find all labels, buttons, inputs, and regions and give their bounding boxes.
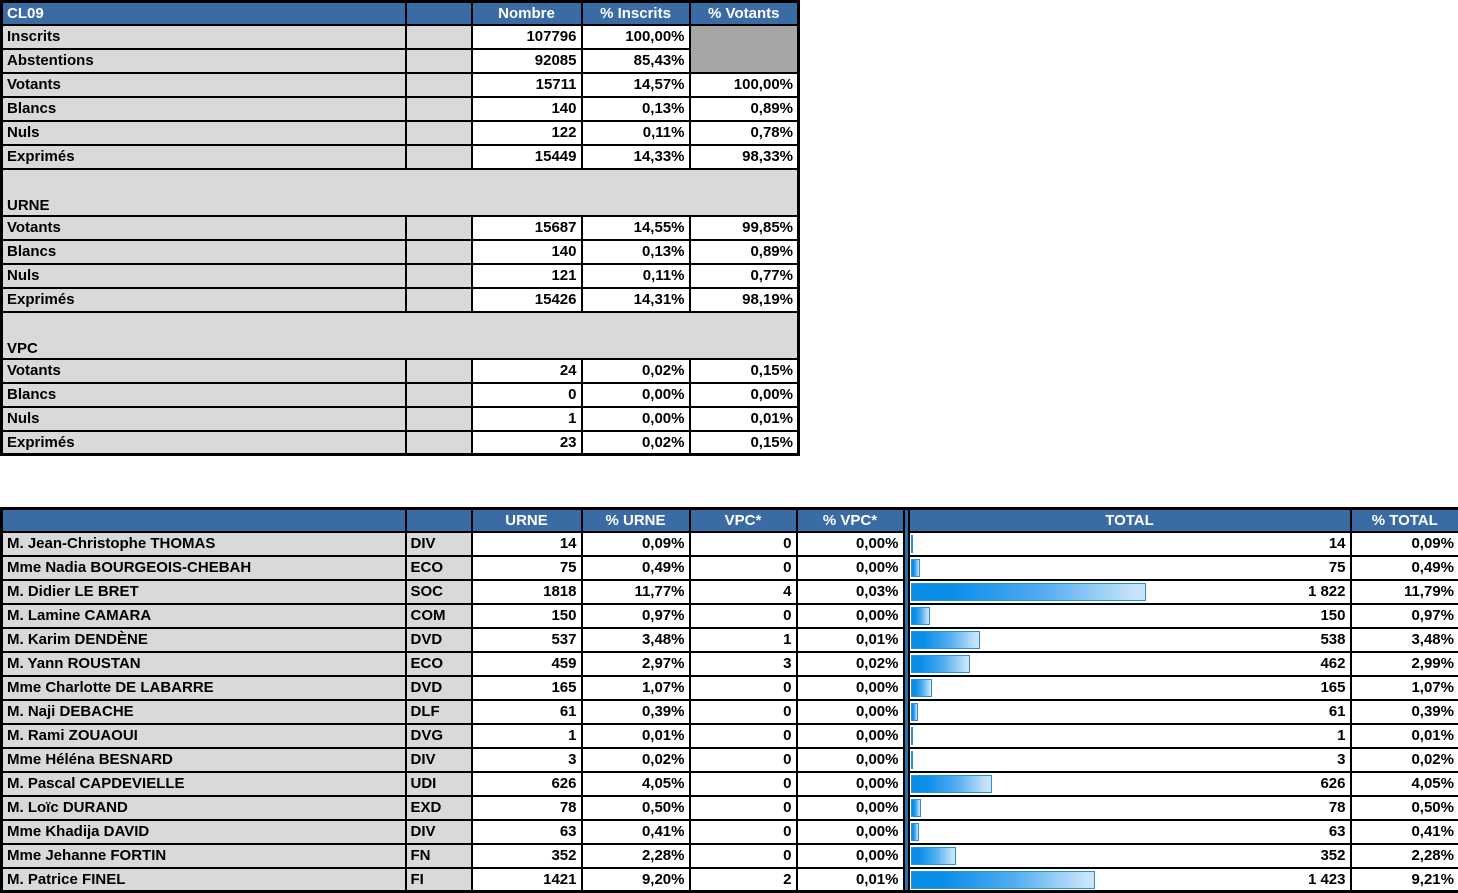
row-label-cell[interactable]: Nuls (2, 121, 406, 145)
pct-total-cell[interactable]: 4,05% (1351, 772, 1458, 796)
pct-inscrits-cell[interactable]: 100,00% (582, 25, 690, 49)
total-data-bar (911, 823, 919, 841)
pct-inscrits-cell[interactable]: 85,43% (582, 49, 690, 73)
summary-table-body (2, 2, 799, 455)
pct-total-cell[interactable]: 3,48% (1351, 628, 1458, 652)
total-cell[interactable] (909, 628, 1351, 652)
vpc-cell[interactable]: 0 (690, 820, 797, 844)
pct-vpc-cell[interactable]: 0,00% (797, 532, 904, 556)
pct-votants-cell[interactable]: 100,00% (690, 73, 799, 97)
candidate-party-cell[interactable]: DVD (406, 628, 472, 652)
pct-urne-cell[interactable]: 0,41% (582, 820, 690, 844)
pct-urne-cell[interactable]: 0,09% (582, 532, 690, 556)
candidate-party-cell[interactable]: EXD (406, 796, 472, 820)
summary-title-cell[interactable]: CL09 (2, 2, 406, 25)
summary-row (2, 216, 799, 240)
pct-votants-cell[interactable]: 0,77% (690, 264, 799, 288)
pct-total-cell[interactable]: 9,21% (1351, 868, 1458, 892)
pct-total-cell[interactable]: 2,28% (1351, 844, 1458, 868)
urne-cell[interactable]: 459 (472, 652, 582, 676)
pct-urne-cell[interactable]: 1,07% (582, 676, 690, 700)
pct-urne-cell[interactable]: 3,48% (582, 628, 690, 652)
total-data-bar (911, 751, 913, 769)
row-label-cell[interactable]: Blancs (2, 383, 406, 407)
pct-votants-cell[interactable]: 0,00% (690, 383, 799, 407)
urne-cell[interactable]: 626 (472, 772, 582, 796)
summary-row (2, 49, 799, 73)
total-cell[interactable] (909, 820, 1351, 844)
urne-cell[interactable]: 1 (472, 724, 582, 748)
total-value: 165 (1320, 679, 1345, 696)
pct-vpc-cell[interactable]: 0,00% (797, 676, 904, 700)
candidate-row (2, 844, 1458, 868)
total-cell[interactable] (909, 604, 1351, 628)
summary-row (2, 383, 799, 407)
total-data-bar (911, 727, 913, 745)
total-data-bar (911, 703, 919, 721)
candidates-header-vpc[interactable]: VPC* (690, 509, 797, 532)
blocked-cell (690, 25, 799, 73)
nombre-cell[interactable]: 15449 (472, 145, 582, 169)
candidate-name-cell[interactable]: M. Patrice FINEL (2, 868, 406, 892)
total-cell[interactable] (909, 868, 1351, 892)
nombre-cell[interactable]: 15711 (472, 73, 582, 97)
pct-votants-cell[interactable]: 98,33% (690, 145, 799, 169)
candidate-row (2, 820, 1458, 844)
candidate-name-cell[interactable]: M. Jean-Christophe THOMAS (2, 532, 406, 556)
urne-cell[interactable]: 150 (472, 604, 582, 628)
total-value: 150 (1320, 607, 1345, 624)
pct-vpc-cell[interactable]: 0,00% (797, 556, 904, 580)
summary-row (2, 264, 799, 288)
pct-inscrits-cell[interactable]: 14,31% (582, 288, 690, 312)
row-label-cell[interactable]: Votants (2, 73, 406, 97)
row-label-cell[interactable]: Inscrits (2, 25, 406, 49)
candidate-party-cell[interactable]: DVG (406, 724, 472, 748)
nombre-cell[interactable]: 15687 (472, 216, 582, 240)
candidates-table (0, 507, 1458, 893)
row-spacer-cell[interactable] (406, 383, 472, 407)
total-data-bar (911, 799, 921, 817)
summary-row (2, 288, 799, 312)
candidate-row (2, 796, 1458, 820)
summary-row (2, 431, 799, 455)
row-label-cell[interactable]: Nuls (2, 407, 406, 431)
candidate-name-cell[interactable]: M. Yann ROUSTAN (2, 652, 406, 676)
row-label-cell[interactable]: Blancs (2, 240, 406, 264)
urne-cell[interactable]: 352 (472, 844, 582, 868)
candidate-name-cell[interactable]: Mme Héléna BESNARD (2, 748, 406, 772)
vpc-cell[interactable]: 0 (690, 676, 797, 700)
total-cell[interactable] (909, 556, 1351, 580)
candidate-row (2, 676, 1458, 700)
pct-inscrits-cell[interactable]: 14,55% (582, 216, 690, 240)
pct-vpc-cell[interactable]: 0,00% (797, 700, 904, 724)
vpc-cell[interactable]: 0 (690, 700, 797, 724)
total-value: 63 (1329, 823, 1346, 840)
vpc-cell[interactable]: 0 (690, 796, 797, 820)
pct-total-cell[interactable]: 0,01% (1351, 724, 1458, 748)
nombre-cell[interactable]: 1 (472, 407, 582, 431)
pct-votants-cell[interactable]: 0,89% (690, 240, 799, 264)
total-value: 352 (1320, 847, 1345, 864)
candidate-name-cell[interactable]: Mme Khadija DAVID (2, 820, 406, 844)
total-cell[interactable] (909, 724, 1351, 748)
total-data-bar (911, 775, 992, 793)
summary-row (2, 73, 799, 97)
candidate-name-cell[interactable]: M. Pascal CAPDEVIELLE (2, 772, 406, 796)
summary-header-pct-inscrits[interactable]: % Inscrits (582, 2, 690, 25)
nombre-cell[interactable]: 107796 (472, 25, 582, 49)
pct-vpc-cell[interactable]: 0,03% (797, 580, 904, 604)
row-label-cell[interactable]: Abstentions (2, 49, 406, 73)
candidates-header-party[interactable] (406, 509, 472, 532)
vpc-cell[interactable]: 0 (690, 748, 797, 772)
candidate-party-cell[interactable]: ECO (406, 556, 472, 580)
total-value: 3 (1337, 751, 1345, 768)
candidate-party-cell[interactable]: COM (406, 604, 472, 628)
candidate-party-cell[interactable]: FI (406, 868, 472, 892)
pct-inscrits-cell[interactable]: 0,00% (582, 383, 690, 407)
pct-votants-cell[interactable]: 98,19% (690, 288, 799, 312)
total-value: 75 (1329, 559, 1346, 576)
candidate-row (2, 772, 1458, 796)
pct-total-cell[interactable]: 0,50% (1351, 796, 1458, 820)
pct-total-cell[interactable]: 0,09% (1351, 532, 1458, 556)
total-value: 626 (1320, 775, 1345, 792)
row-spacer-cell[interactable] (406, 97, 472, 121)
section-label-cell[interactable]: VPC (2, 312, 799, 359)
total-data-bar (911, 871, 1095, 889)
pct-inscrits-cell[interactable]: 0,00% (582, 407, 690, 431)
pct-inscrits-cell[interactable]: 14,33% (582, 145, 690, 169)
candidate-row (2, 532, 1458, 556)
pct-votants-cell[interactable]: 0,01% (690, 407, 799, 431)
total-value: 78 (1329, 799, 1346, 816)
pct-inscrits-cell[interactable]: 0,02% (582, 431, 690, 455)
candidate-party-cell[interactable]: ECO (406, 652, 472, 676)
row-spacer-cell[interactable] (406, 216, 472, 240)
candidate-party-cell[interactable]: DIV (406, 820, 472, 844)
pct-total-cell[interactable]: 2,99% (1351, 652, 1458, 676)
pct-inscrits-cell[interactable]: 0,13% (582, 97, 690, 121)
candidates-header-row (2, 509, 1458, 532)
row-spacer-cell[interactable] (406, 145, 472, 169)
candidate-name-cell[interactable]: M. Didier LE BRET (2, 580, 406, 604)
summary-row (2, 359, 799, 383)
pct-total-cell[interactable]: 0,41% (1351, 820, 1458, 844)
row-spacer-cell[interactable] (406, 264, 472, 288)
candidate-row (2, 652, 1458, 676)
pct-votants-cell[interactable]: 0,15% (690, 431, 799, 455)
row-spacer-cell[interactable] (406, 407, 472, 431)
row-label-cell[interactable]: Blancs (2, 97, 406, 121)
summary-row (2, 25, 799, 49)
pct-votants-cell[interactable]: 99,85% (690, 216, 799, 240)
candidates-header-pct-total[interactable]: % TOTAL (1351, 509, 1458, 532)
pct-vpc-cell[interactable]: 0,00% (797, 604, 904, 628)
total-cell[interactable] (909, 772, 1351, 796)
pct-total-cell[interactable]: 0,97% (1351, 604, 1458, 628)
candidate-name-cell[interactable]: M. Lamine CAMARA (2, 604, 406, 628)
pct-vpc-cell[interactable]: 0,00% (797, 772, 904, 796)
pct-inscrits-cell[interactable]: 0,02% (582, 359, 690, 383)
nombre-cell[interactable]: 0 (472, 383, 582, 407)
candidate-name-cell[interactable]: Mme Charlotte DE LABARRE (2, 676, 406, 700)
pct-urne-cell[interactable]: 0,01% (582, 724, 690, 748)
nombre-cell[interactable]: 140 (472, 97, 582, 121)
nombre-cell[interactable]: 122 (472, 121, 582, 145)
pct-vpc-cell[interactable]: 0,00% (797, 796, 904, 820)
pct-vpc-cell[interactable]: 0,00% (797, 748, 904, 772)
candidate-row (2, 748, 1458, 772)
pct-urne-cell[interactable]: 0,39% (582, 700, 690, 724)
pct-vpc-cell[interactable]: 0,00% (797, 844, 904, 868)
summary-header-spacer-cell[interactable] (406, 2, 472, 25)
pct-urne-cell[interactable]: 0,49% (582, 556, 690, 580)
pct-vpc-cell[interactable]: 0,01% (797, 868, 904, 892)
total-data-bar (911, 655, 971, 673)
candidate-name-cell[interactable]: Mme Nadia BOURGEOIS-CHEBAH (2, 556, 406, 580)
candidate-row (2, 580, 1458, 604)
pct-total-cell[interactable]: 0,39% (1351, 700, 1458, 724)
total-data-bar (911, 607, 930, 625)
candidates-header-pct-urne[interactable]: % URNE (582, 509, 690, 532)
total-data-bar (911, 631, 981, 649)
row-label-cell[interactable]: Exprimés (2, 431, 406, 455)
candidate-party-cell[interactable]: FN (406, 844, 472, 868)
candidates-header-urne[interactable]: URNE (472, 509, 582, 532)
row-label-cell[interactable]: Exprimés (2, 145, 406, 169)
total-cell[interactable] (909, 532, 1351, 556)
candidate-name-cell[interactable]: M. Karim DENDÈNE (2, 628, 406, 652)
urne-cell[interactable]: 78 (472, 796, 582, 820)
nombre-cell[interactable]: 15426 (472, 288, 582, 312)
pct-votants-cell[interactable]: 0,15% (690, 359, 799, 383)
candidate-party-cell[interactable]: DIV (406, 532, 472, 556)
candidate-party-cell[interactable]: DLF (406, 700, 472, 724)
vpc-cell[interactable]: 3 (690, 652, 797, 676)
vpc-cell[interactable]: 4 (690, 580, 797, 604)
pct-total-cell[interactable]: 0,49% (1351, 556, 1458, 580)
vpc-cell[interactable]: 0 (690, 772, 797, 796)
pct-inscrits-cell[interactable]: 14,57% (582, 73, 690, 97)
pct-urne-cell[interactable]: 0,97% (582, 604, 690, 628)
row-label-cell[interactable]: Exprimés (2, 288, 406, 312)
section-band-row (2, 312, 799, 359)
pct-inscrits-cell[interactable]: 0,11% (582, 121, 690, 145)
pct-urne-cell[interactable]: 2,28% (582, 844, 690, 868)
total-cell[interactable] (909, 652, 1351, 676)
candidates-header-name[interactable] (2, 509, 406, 532)
candidate-party-cell[interactable]: SOC (406, 580, 472, 604)
urne-cell[interactable]: 1421 (472, 868, 582, 892)
total-data-bar (911, 559, 921, 577)
summary-row (2, 407, 799, 431)
row-spacer-cell[interactable] (406, 25, 472, 49)
row-label-cell[interactable]: Nuls (2, 264, 406, 288)
summary-table (0, 0, 800, 456)
urne-cell[interactable]: 61 (472, 700, 582, 724)
vpc-cell[interactable]: 2 (690, 868, 797, 892)
pct-total-cell[interactable]: 11,79% (1351, 580, 1458, 604)
candidate-party-cell[interactable]: DIV (406, 748, 472, 772)
row-spacer-cell[interactable] (406, 288, 472, 312)
row-spacer-cell[interactable] (406, 121, 472, 145)
pct-urne-cell[interactable]: 4,05% (582, 772, 690, 796)
pct-vpc-cell[interactable]: 0,02% (797, 652, 904, 676)
total-cell[interactable] (909, 700, 1351, 724)
urne-cell[interactable]: 165 (472, 676, 582, 700)
total-data-bar (911, 679, 932, 697)
pct-total-cell[interactable]: 0,02% (1351, 748, 1458, 772)
total-value: 538 (1320, 631, 1345, 648)
candidates-header-pct-vpc[interactable]: % VPC* (797, 509, 904, 532)
total-data-bar (911, 535, 913, 553)
summary-row (2, 97, 799, 121)
total-data-bar (911, 583, 1147, 601)
total-cell[interactable] (909, 676, 1351, 700)
total-value: 14 (1329, 535, 1346, 552)
pct-urne-cell[interactable]: 0,02% (582, 748, 690, 772)
total-cell[interactable] (909, 844, 1351, 868)
pct-urne-cell[interactable]: 2,97% (582, 652, 690, 676)
pct-urne-cell[interactable]: 11,77% (582, 580, 690, 604)
row-spacer-cell[interactable] (406, 240, 472, 264)
candidates-header-total[interactable]: TOTAL (909, 509, 1351, 532)
pct-vpc-cell[interactable]: 0,00% (797, 820, 904, 844)
total-data-bar (911, 847, 957, 865)
summary-row (2, 240, 799, 264)
nombre-cell[interactable]: 23 (472, 431, 582, 455)
pct-inscrits-cell[interactable]: 0,13% (582, 240, 690, 264)
section-label-cell[interactable]: URNE (2, 169, 799, 216)
nombre-cell[interactable]: 121 (472, 264, 582, 288)
nombre-cell[interactable]: 140 (472, 240, 582, 264)
vpc-cell[interactable]: 1 (690, 628, 797, 652)
pct-total-cell[interactable]: 1,07% (1351, 676, 1458, 700)
vpc-cell[interactable]: 0 (690, 532, 797, 556)
candidate-row (2, 700, 1458, 724)
vpc-cell[interactable]: 0 (690, 724, 797, 748)
pct-vpc-cell[interactable]: 0,01% (797, 628, 904, 652)
vpc-cell[interactable]: 0 (690, 844, 797, 868)
summary-header-row (2, 2, 799, 25)
candidate-row (2, 868, 1458, 892)
pct-urne-cell[interactable]: 9,20% (582, 868, 690, 892)
total-value: 61 (1329, 703, 1346, 720)
total-cell[interactable] (909, 748, 1351, 772)
summary-header-pct-votants[interactable]: % Votants (690, 2, 799, 25)
vpc-cell[interactable]: 0 (690, 556, 797, 580)
total-value: 1 (1337, 727, 1345, 744)
summary-row (2, 121, 799, 145)
total-value: 462 (1320, 655, 1345, 672)
candidate-name-cell[interactable]: M. Naji DEBACHE (2, 700, 406, 724)
candidate-row (2, 724, 1458, 748)
candidate-name-cell[interactable]: M. Rami ZOUAOUI (2, 724, 406, 748)
row-spacer-cell[interactable] (406, 49, 472, 73)
pct-vpc-cell[interactable]: 0,00% (797, 724, 904, 748)
pct-inscrits-cell[interactable]: 0,11% (582, 264, 690, 288)
candidates-table-body (2, 509, 1458, 892)
row-label-cell[interactable]: Votants (2, 216, 406, 240)
row-label-cell[interactable]: Votants (2, 359, 406, 383)
urne-cell[interactable]: 537 (472, 628, 582, 652)
candidate-row (2, 556, 1458, 580)
candidate-name-cell[interactable]: M. Loïc DURAND (2, 796, 406, 820)
candidate-party-cell[interactable]: UDI (406, 772, 472, 796)
candidate-party-cell[interactable]: DVD (406, 676, 472, 700)
urne-cell[interactable]: 63 (472, 820, 582, 844)
vpc-cell[interactable]: 0 (690, 604, 797, 628)
urne-cell[interactable]: 3 (472, 748, 582, 772)
summary-row (2, 145, 799, 169)
pct-urne-cell[interactable]: 0,50% (582, 796, 690, 820)
urne-cell[interactable]: 1818 (472, 580, 582, 604)
row-spacer-cell[interactable] (406, 359, 472, 383)
total-value: 1 423 (1308, 871, 1346, 888)
row-spacer-cell[interactable] (406, 431, 472, 455)
urne-cell[interactable]: 75 (472, 556, 582, 580)
row-spacer-cell[interactable] (406, 73, 472, 97)
candidate-row (2, 628, 1458, 652)
section-band-row (2, 169, 799, 216)
nombre-cell[interactable]: 92085 (472, 49, 582, 73)
pct-votants-cell[interactable]: 0,89% (690, 97, 799, 121)
summary-header-nombre[interactable]: Nombre (472, 2, 582, 25)
urne-cell[interactable]: 14 (472, 532, 582, 556)
total-cell[interactable] (909, 796, 1351, 820)
candidate-name-cell[interactable]: Mme Jehanne FORTIN (2, 844, 406, 868)
candidate-row (2, 604, 1458, 628)
nombre-cell[interactable]: 24 (472, 359, 582, 383)
total-value: 1 822 (1308, 583, 1346, 600)
total-cell[interactable] (909, 580, 1351, 604)
pct-votants-cell[interactable]: 0,78% (690, 121, 799, 145)
